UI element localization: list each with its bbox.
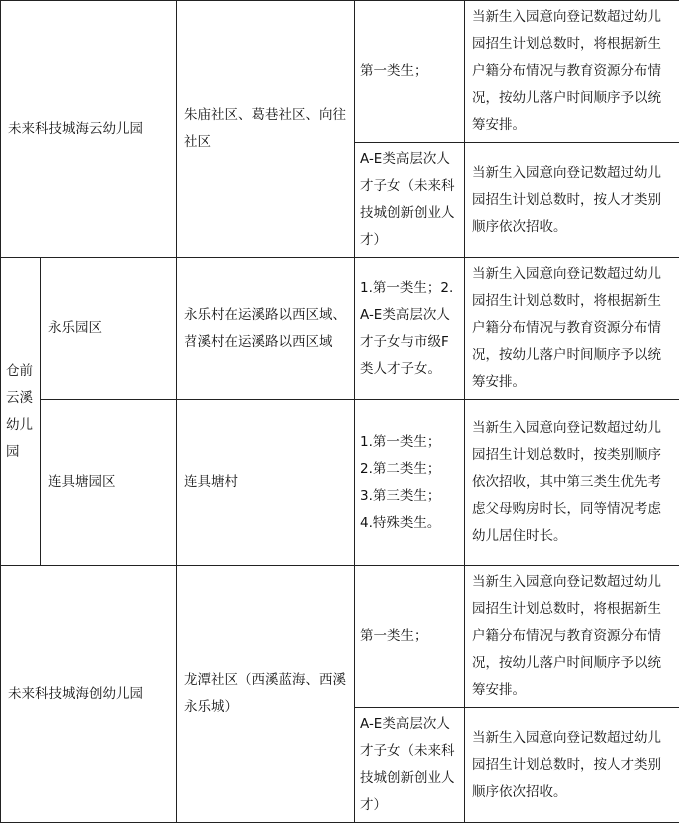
- service-area-lianjutang: 连具塘村: [177, 400, 355, 566]
- rule-haiyun-2: 当新生入园意向登记数超过幼儿园招生计划总数时，按人才类别顺序依次招收。: [465, 143, 679, 258]
- category-yongle: 1.第一类生；2.A-E类高层次人才子女与市级F类人才子女。: [355, 258, 465, 400]
- category-item: 4.特殊类生。: [360, 510, 459, 537]
- category-haichuang-2: A-E类高层次人才子女（未来科技城创新创业人才）: [355, 708, 465, 823]
- service-area-haiyun: 朱庙社区、葛巷社区、向往社区: [177, 1, 355, 258]
- rule-yongle: 当新生入园意向登记数超过幼儿园招生计划总数时，将根据新生户籍分布情况与教育资源分布情况，按幼儿落户时间顺序予以统筹安排。: [465, 258, 679, 400]
- category-haichuang-1: 第一类生；: [355, 566, 465, 708]
- category-item: 1.第一类生；: [360, 429, 459, 456]
- category-item: 2.第二类生；: [360, 456, 459, 483]
- kindergarten-name-haichuang: 未来科技城海创幼儿园: [1, 566, 177, 823]
- category-haiyun-2: A-E类高层次人才子女（未来科技城创新创业人才）: [355, 143, 465, 258]
- service-area-yongle: 永乐村在运溪路以西区域、苕溪村在运溪路以西区域: [177, 258, 355, 400]
- rule-lianjutang: 当新生入园意向登记数超过幼儿园招生计划总数时，按类别顺序依次招收，其中第三类生优先考虑父母购房时长，同等情况考虑幼儿居住时长。: [465, 400, 679, 566]
- campus-name-yongle: 永乐园区: [41, 258, 177, 400]
- rule-haichuang-2: 当新生入园意向登记数超过幼儿园招生计划总数时，按人才类别顺序依次招收。: [465, 708, 679, 823]
- category-lianjutang: [355, 400, 465, 566]
- category-item: 3.第三类生；: [360, 483, 459, 510]
- rule-haiyun-1: 当新生入园意向登记数超过幼儿园招生计划总数时，将根据新生户籍分布情况与教育资源分布情况，按幼儿落户时间顺序予以统筹安排。: [465, 1, 679, 143]
- rule-haichuang-1: 当新生入园意向登记数超过幼儿园招生计划总数时，将根据新生户籍分布情况与教育资源分布情况，按幼儿落户时间顺序予以统筹安排。: [465, 566, 679, 708]
- category-haiyun-1: 第一类生；: [355, 1, 465, 143]
- kindergarten-name-cangqian: 仓前云溪幼儿园: [1, 258, 41, 566]
- service-area-haichuang: 龙潭社区（西溪蓝海、西溪永乐城）: [177, 566, 355, 823]
- kindergarten-name-haiyun: 未来科技城海云幼儿园: [1, 1, 177, 258]
- campus-name-lianjutang: 连具塘园区: [41, 400, 177, 566]
